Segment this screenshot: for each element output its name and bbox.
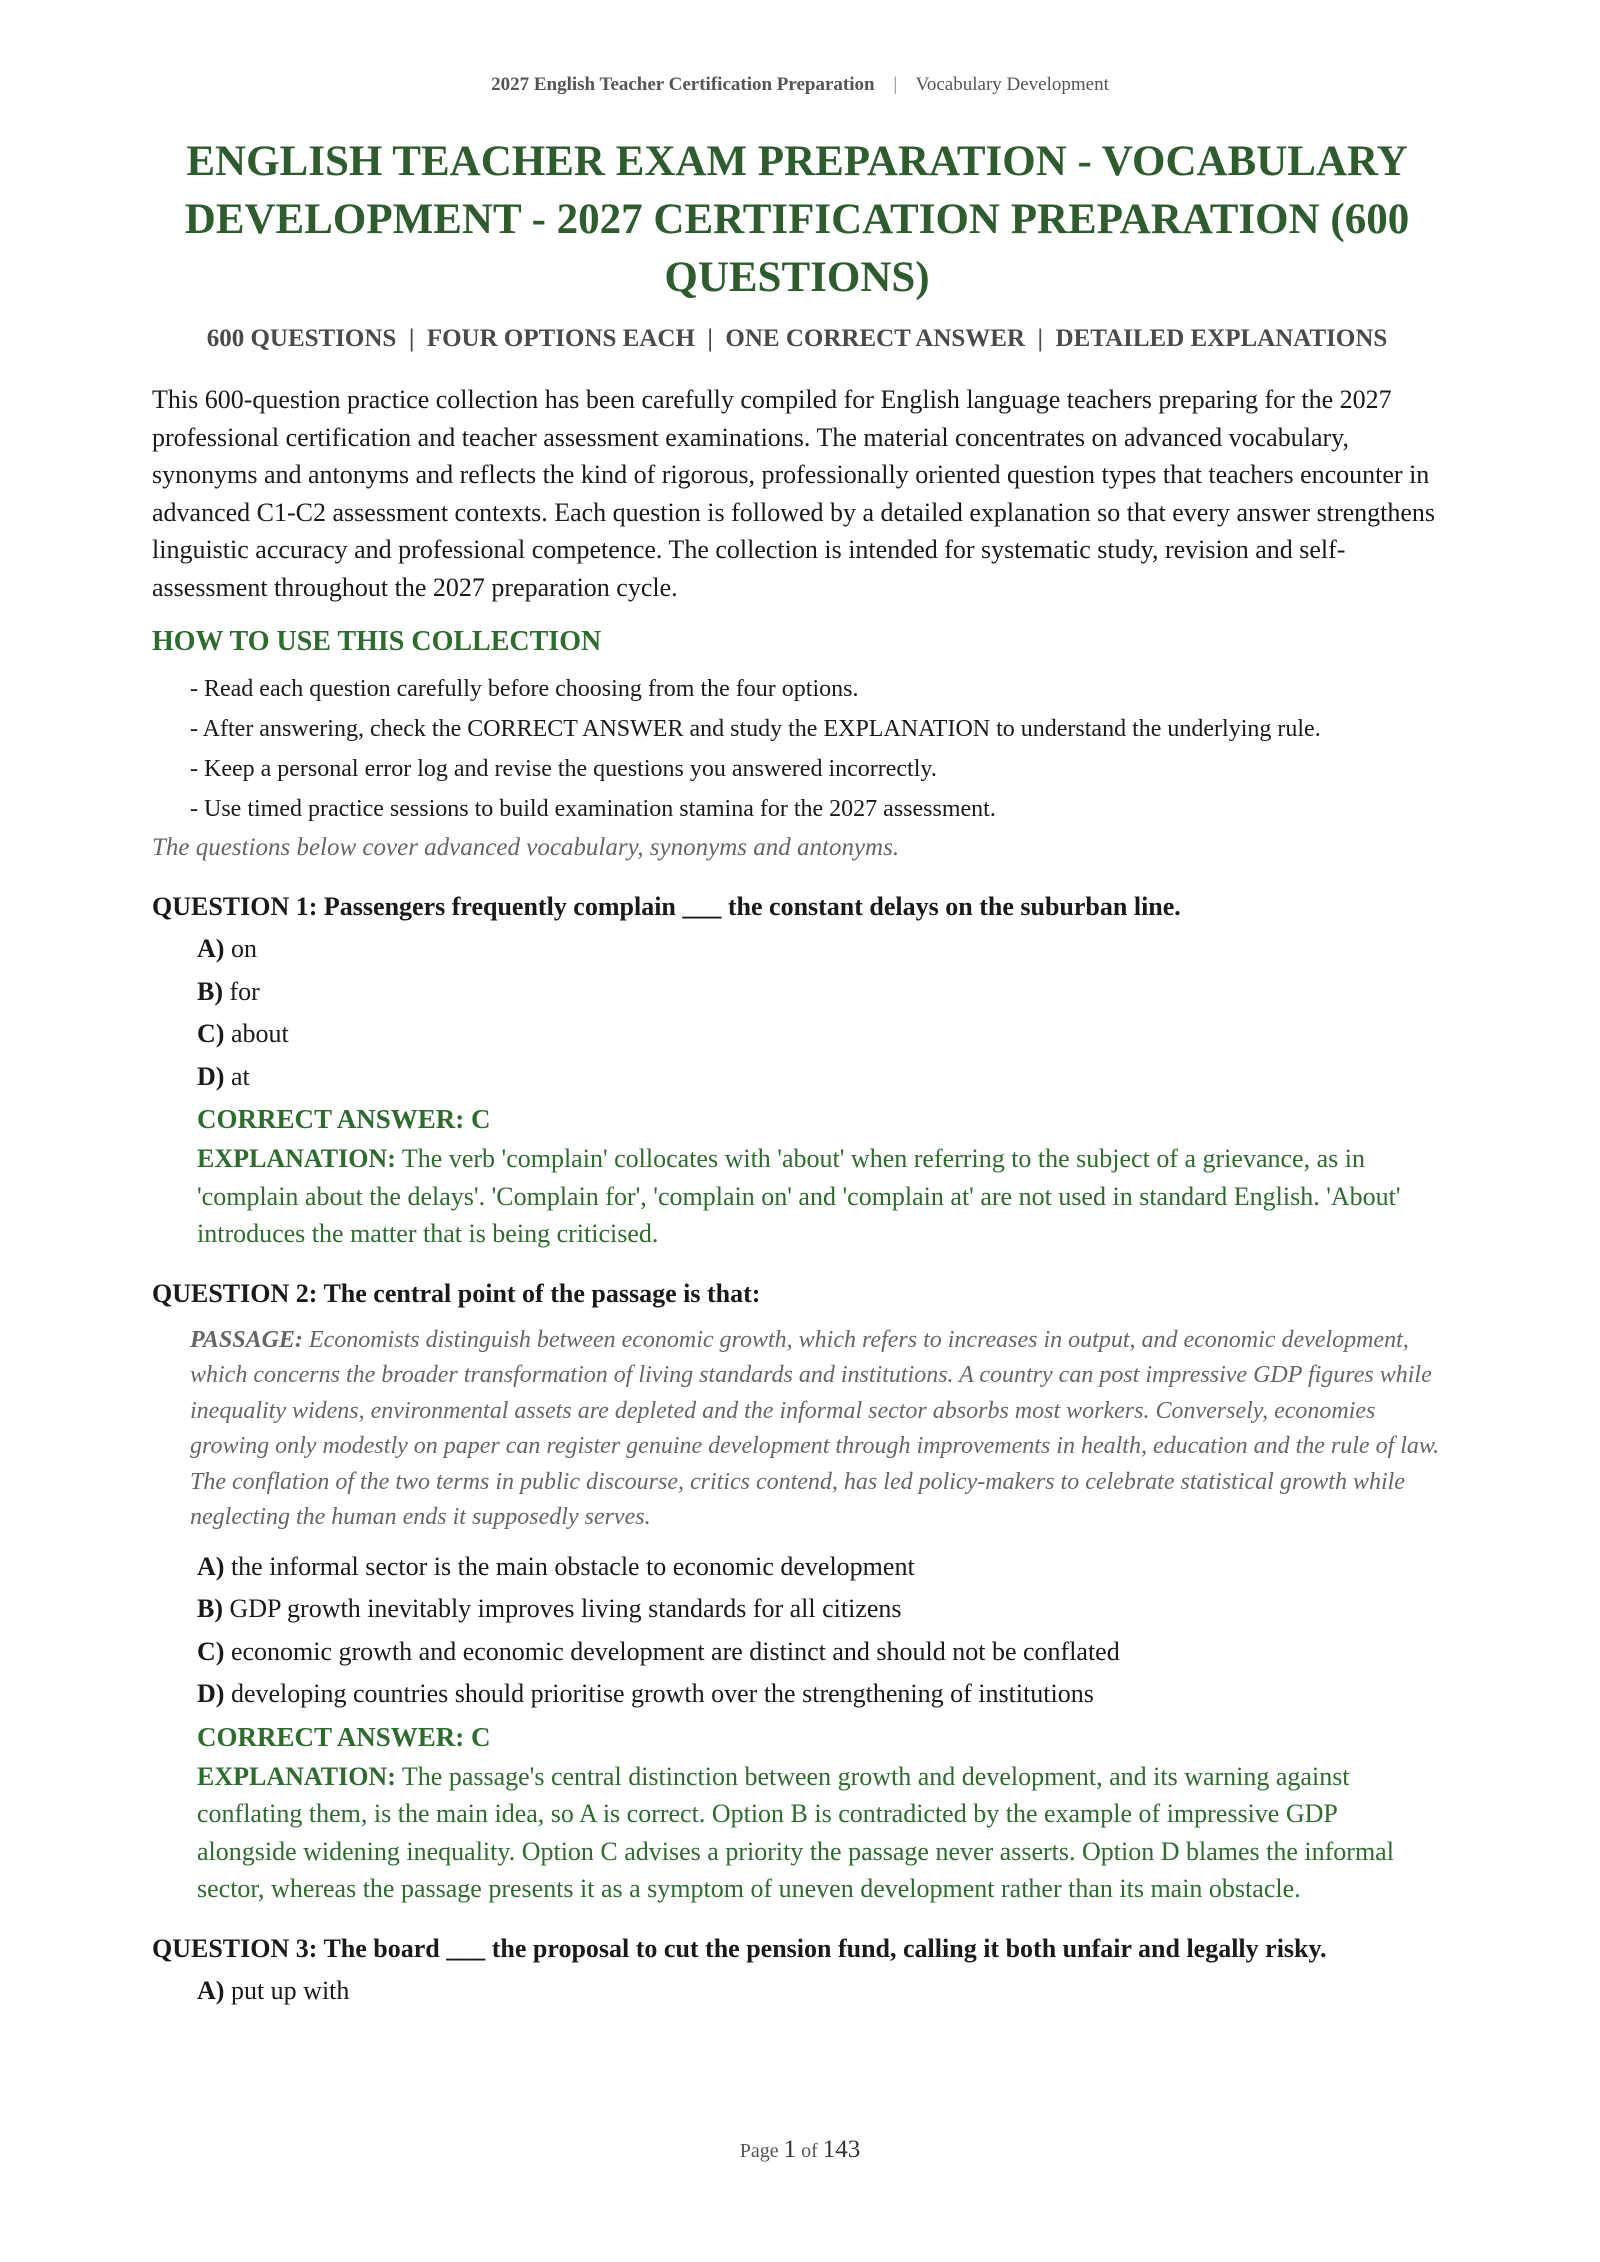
document-subtitle: 600 QUESTIONS | FOUR OPTIONS EACH | ONE CORRECT ANSWER | DETAILED EXPLANATIONS	[206, 325, 1388, 352]
option-text: put up with	[230, 1975, 350, 2005]
option-text: the informal sector is the main obstacle to economic development	[230, 1551, 915, 1581]
option-a	[197, 1970, 1442, 2013]
option-text: on	[230, 934, 257, 963]
option-c	[197, 1013, 1442, 1056]
explanation-text: The verb 'complain' collocates with 'about' when referring to the subject of a grievance, as in 'complain about the delays'. 'Complain for', 'complain on' and 'complain at' are not used in standard English. 'About' introduces the matter that is being criticised.	[197, 1144, 1401, 1248]
option-letter: C)	[197, 1019, 225, 1048]
question-stem: QUESTION 2: The central point of the passage is that:	[152, 1278, 761, 1308]
option-letter: A)	[197, 934, 225, 963]
correct-answer: CORRECT ANSWER: C	[197, 1721, 491, 1752]
page-number: 1	[783, 2136, 797, 2163]
passage	[190, 1323, 1442, 1536]
option-letter: A)	[197, 1551, 225, 1581]
option-d	[197, 1056, 1442, 1099]
question-stem: QUESTION 1: Passengers frequently complain ___ the constant delays on the suburban line.	[152, 892, 1181, 921]
correct-answer: CORRECT ANSWER: C	[197, 1104, 491, 1134]
option-text: developing countries should prioritise growth over the strengthening of institutions	[230, 1679, 1094, 1708]
explanation	[197, 1140, 1442, 1253]
option-letter: B)	[197, 1594, 223, 1623]
page-of: of	[801, 2140, 818, 2162]
explanation-text: The passage's central distinction between growth and development, and its warning against conflating them, is the main idea, so A is correct. Option B is contradicted by the example of impressive GDP alongside widening inequality. Option C advises a priority the passage never asserts. Option D blames the informal sector, whereas the passage presents it as a symptom of uneven development rather than its main obstacle.	[197, 1761, 1394, 1903]
question-stem: QUESTION 3: The board ___ the proposal to cut the pension fund, calling it both unfair and legally risky.	[152, 1933, 1327, 1963]
question-3	[152, 1934, 1442, 2013]
option-d	[197, 1673, 1442, 1716]
option-b	[197, 971, 1442, 1014]
how-to-list	[190, 672, 1442, 826]
header-title: 2027 English Teacher Certification Preparation	[491, 74, 875, 95]
option-text: at	[230, 1061, 250, 1091]
passage-text: Economists distinguish between economic growth, which refers to increases in output, and economic development, which concerns the broader transformation of living standards and institutions. A country can post impressive GDP figures while inequality widens, environmental assets are depleted and the informal sector absorbs most workers. Conversely, economies growing only modestly on paper can register genuine development through improvements in health, education and the rule of law. The conflation of the two terms in public discourse, critics contend, has led policy-makers to celebrate statistical growth while neglecting the human ends it supposedly serves.	[190, 1326, 1440, 1530]
header-separator: |	[893, 74, 898, 95]
option-text: GDP growth inevitably improves living standards for all citizens	[229, 1594, 902, 1623]
how-to-item: - Keep a personal error log and revise the questions you answered incorrectly.	[190, 756, 937, 782]
explanation-label: EXPLANATION:	[197, 1144, 396, 1173]
page-footer	[0, 2136, 1600, 2164]
option-text: for	[229, 976, 260, 1006]
intro-paragraph: This 600-question practice collection has been carefully compiled for English language teachers preparing for the 2027 professional certification and teacher assessment examinations. The material concentrates on advanced vocabulary, synonyms and antonyms and reflects the kind of rigorous, professionally oriented question types that teachers encounter in advanced C1-C2 assessment contexts. Each question is followed by a detailed explanation so that every answer strengthens linguistic accuracy and professional competence. The collection is intended for systematic study, revision and self-assessment throughout the 2027 preparation cycle.	[152, 385, 1436, 602]
option-a	[197, 1546, 1442, 1589]
option-letter: A)	[197, 1975, 225, 2005]
passage-label: PASSAGE:	[190, 1326, 303, 1353]
explanation-label: EXPLANATION:	[197, 1761, 396, 1791]
running-header	[0, 74, 1600, 96]
question-2	[152, 1279, 1442, 1908]
how-to-heading: HOW TO USE THIS COLLECTION	[152, 626, 602, 657]
collection-note: The questions below cover advanced vocabulary, synonyms and antonyms.	[152, 834, 900, 861]
option-b	[197, 1588, 1442, 1631]
page-total: 143	[822, 2136, 861, 2163]
document-title: ENGLISH TEACHER EXAM PREPARATION - VOCABULARY DEVELOPMENT - 2027 CERTIFICATION PREPARATION (600 QUESTIONS)	[184, 138, 1410, 301]
option-letter: D)	[197, 1061, 225, 1091]
option-a	[197, 928, 1442, 971]
how-to-item: - Read each question carefully before choosing from the four options.	[190, 676, 859, 702]
how-to-item: - Use timed practice sessions to build examination stamina for the 2027 assessment.	[190, 796, 996, 822]
option-letter: C)	[197, 1636, 225, 1666]
option-text: about	[230, 1019, 289, 1048]
header-section: Vocabulary Development	[915, 74, 1109, 95]
option-text: economic growth and economic development are distinct and should not be conflated	[230, 1636, 1120, 1666]
question-1	[152, 892, 1442, 1253]
option-c	[197, 1631, 1442, 1674]
page-label: Page	[739, 2140, 779, 2162]
page-content	[152, 133, 1442, 2012]
how-to-item: - After answering, check the CORRECT ANSWER and study the EXPLANATION to understand the underlying rule.	[190, 716, 1321, 742]
explanation	[197, 1758, 1442, 1908]
option-letter: D)	[197, 1679, 225, 1708]
option-letter: B)	[197, 976, 223, 1006]
